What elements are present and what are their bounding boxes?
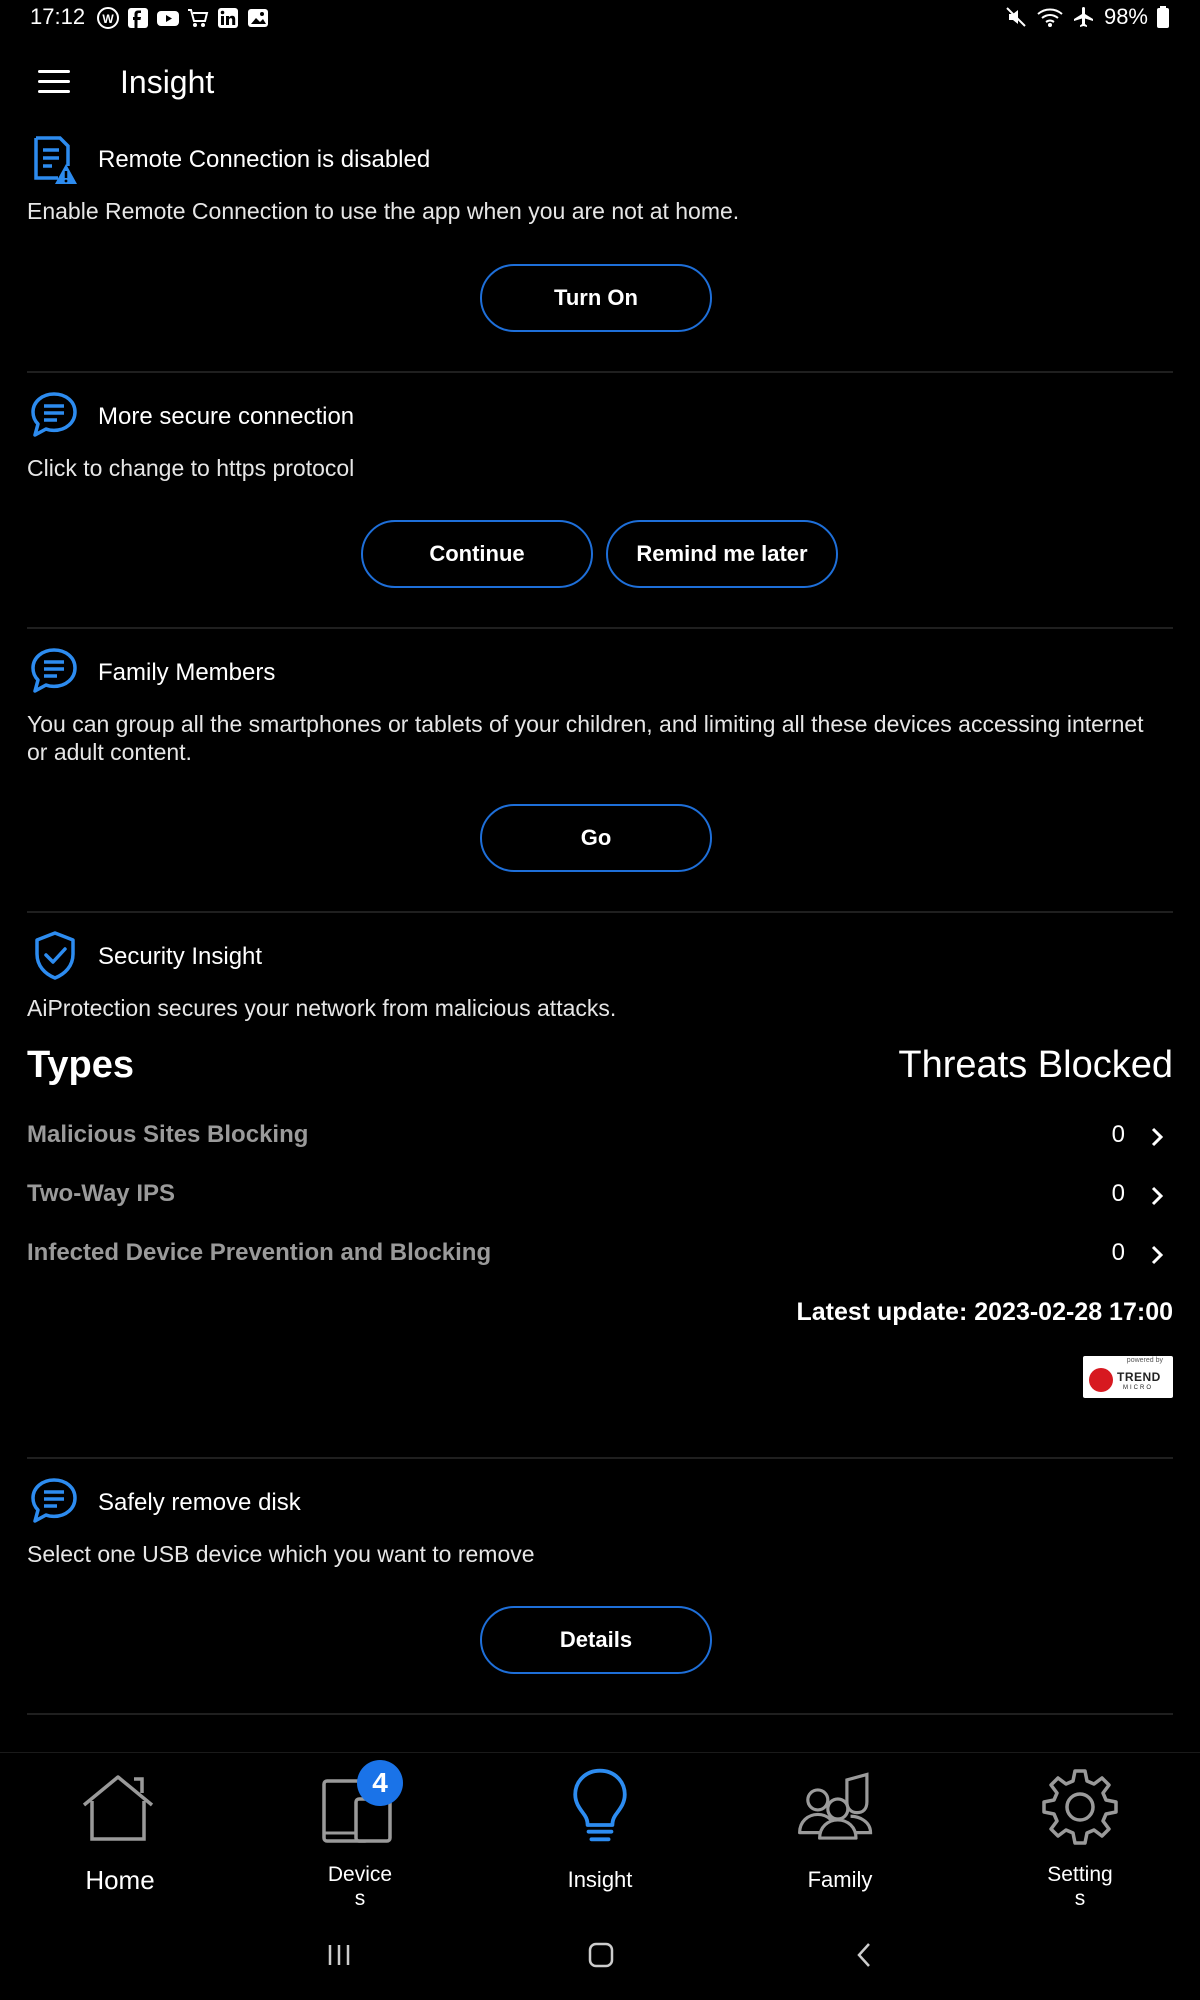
remote-connection-description: Enable Remote Connection to use the app when you are not at home. [27,198,740,224]
secure-connection-title: More secure connection [98,403,355,430]
family-members-description: You can group all the smartphones or tablets of your children, and limiting all these devices accessing internet or adult content. [27,711,1144,765]
cart-icon [186,6,210,30]
logo-powered-by: powered by [1126,1357,1163,1364]
threat-row-infected-device[interactable] [27,1239,1173,1279]
threat-count: 0 [1111,1121,1125,1148]
nav-label-insight: Insight [567,1867,633,1892]
wifi-icon [1036,5,1064,29]
nav-item-home[interactable] [0,1753,240,1911]
back-icon[interactable] [852,1942,878,1968]
nav-label-devices-line2: s [354,1887,366,1910]
battery-level: 98% [1103,4,1148,29]
svg-text:W: W [102,12,114,26]
logo-brand: TREND [1117,1370,1161,1384]
divider [27,1713,1173,1715]
status-time: 17:12 [30,4,86,29]
nav-item-family[interactable] [720,1753,960,1911]
status-bar [0,0,1200,38]
chevron-right-icon[interactable] [1147,1125,1167,1149]
remind-me-later-button[interactable]: Remind me later [606,520,838,588]
nav-item-settings[interactable] [960,1753,1200,1911]
nav-item-insight[interactable] [480,1753,720,1911]
gear-icon [1040,1767,1120,1847]
chevron-right-icon[interactable] [1147,1243,1167,1267]
facebook-icon [126,6,150,30]
status-right [1004,4,1170,30]
trend-micro-logo [1083,1356,1173,1398]
chevron-right-icon[interactable] [1147,1184,1167,1208]
message-icon [30,646,78,698]
menu-icon[interactable] [38,70,70,98]
w-icon [96,6,120,30]
remote-connection-title: Remote Connection is disabled [98,146,431,173]
lightbulb-icon [560,1765,640,1845]
safely-remove-disk-description: Select one USB device which you want to remove [27,1541,535,1567]
family-members-title: Family Members [98,659,276,686]
threat-label: Two-Way IPS [27,1180,176,1207]
threats-blocked-header: Threats Blocked [898,1044,1173,1086]
threat-row-two-way-ips[interactable] [27,1180,1173,1220]
linkedin-icon [216,6,240,30]
home-icon [78,1769,158,1849]
bottom-navigation [0,1752,1200,1911]
latest-update: Latest update: 2023-02-28 17:00 [796,1298,1173,1326]
details-button[interactable]: Details [480,1606,712,1674]
security-insight-title: Security Insight [98,943,263,970]
message-icon [30,1476,78,1528]
nav-label-settings [960,1863,1200,1911]
nav-label-family: Family [807,1867,873,1892]
family-icon [796,1769,876,1849]
safely-remove-disk-title: Safely remove disk [98,1489,301,1516]
divider [27,911,1173,913]
nav-label-devices [240,1863,480,1911]
recent-apps-icon[interactable] [326,1942,352,1968]
divider [27,627,1173,629]
security-insight-description: AiProtection secures your network from malicious attacks. [27,995,617,1021]
types-header: Types [27,1044,135,1086]
mute-icon [1004,5,1028,29]
nav-label-home: Home [85,1865,155,1895]
message-icon [30,390,78,442]
shield-check-icon [32,930,80,982]
threat-label: Malicious Sites Blocking [27,1121,309,1148]
system-navigation-bar [0,1930,1200,2000]
battery-icon [1156,5,1170,29]
airplane-icon [1072,5,1096,29]
divider [27,371,1173,373]
youtube-icon [156,6,180,30]
gallery-icon [246,6,270,30]
page-title: Insight [120,64,215,100]
continue-button[interactable]: Continue [361,520,593,588]
threat-count: 0 [1111,1239,1125,1266]
logo-sub: MICRO [1123,1385,1153,1391]
secure-connection-description: Click to change to https protocol [27,455,355,481]
threat-row-malicious-sites[interactable] [27,1121,1173,1161]
devices-count-badge: 4 [357,1760,403,1806]
nav-label-settings-line1: Setting [1047,1863,1113,1886]
threat-label: Infected Device Prevention and Blocking [27,1239,492,1266]
nav-label-settings-line2: s [1074,1887,1086,1910]
threat-count: 0 [1111,1180,1125,1207]
nav-label-devices-line1: Device [327,1863,393,1886]
home-button-icon[interactable] [588,1942,614,1968]
turn-on-button[interactable]: Turn On [480,264,712,332]
go-button[interactable]: Go [480,804,712,872]
notification-icons [96,6,270,30]
divider [27,1457,1173,1459]
document-warning-icon [30,134,78,186]
